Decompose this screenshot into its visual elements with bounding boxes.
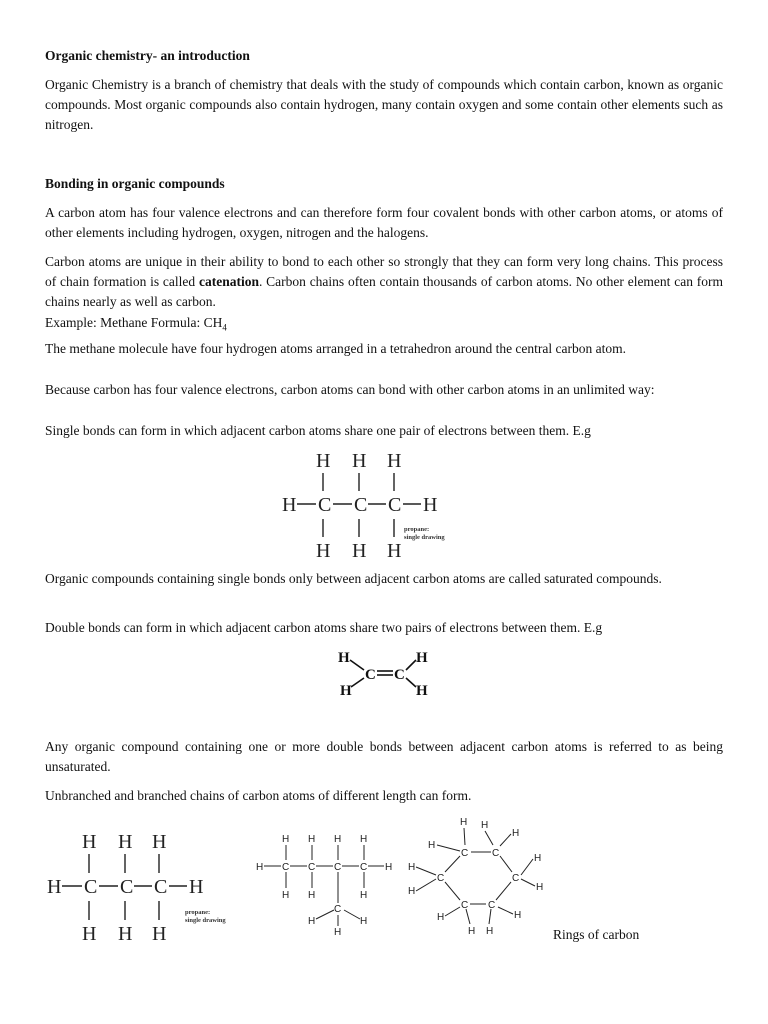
atom-h: H bbox=[385, 862, 393, 873]
atom-h: H bbox=[308, 916, 316, 927]
atom-c: C bbox=[488, 900, 496, 911]
para-bonding-1: A carbon atom has four valence electrons and can therefore form four covalent bonds with other carbon atoms, or atoms of other elements including hydrogen, oxygen, nitrogen and the halogens. bbox=[45, 205, 723, 240]
ethene-structure bbox=[334, 645, 434, 701]
atom-h: H bbox=[189, 876, 204, 898]
atom-h: H bbox=[423, 494, 438, 516]
atom-h: H bbox=[360, 834, 368, 845]
atom-c: C bbox=[282, 862, 290, 873]
atom-c: C bbox=[354, 494, 368, 516]
atom-c: C bbox=[318, 494, 332, 516]
atom-h: H bbox=[416, 650, 428, 666]
atom-c: C bbox=[461, 848, 469, 859]
atom-h: H bbox=[460, 817, 468, 828]
example-methane-subscript: 4 bbox=[222, 322, 227, 333]
atom-c: C bbox=[154, 876, 168, 898]
atom-h: H bbox=[256, 862, 264, 873]
branched-chain-structure bbox=[252, 828, 398, 940]
example-methane-text: Example: Methane Formula: CH bbox=[45, 315, 223, 330]
atom-h: H bbox=[416, 683, 428, 699]
para-valence: Because carbon has four valence electrons, carbon atoms can bond with other carbon atoms in an unlimited way: bbox=[45, 382, 655, 397]
atom-c: C bbox=[120, 876, 134, 898]
atom-h: H bbox=[282, 834, 290, 845]
atom-h: H bbox=[408, 862, 416, 873]
atom-h: H bbox=[282, 890, 290, 901]
atom-h: H bbox=[308, 890, 316, 901]
atom-h: H bbox=[338, 650, 350, 666]
term-catenation: catenation bbox=[198, 274, 259, 289]
atom-h: H bbox=[387, 450, 402, 472]
atom-c: C bbox=[84, 876, 98, 898]
para-double-bonds: Double bonds can form in which adjacent carbon atoms share two pairs of electrons between them. E.g bbox=[45, 620, 603, 635]
atom-c: C bbox=[365, 667, 376, 683]
atom-h: H bbox=[47, 876, 62, 898]
atom-h: H bbox=[352, 540, 367, 562]
atom-h: H bbox=[486, 926, 494, 937]
atom-h: H bbox=[468, 926, 476, 937]
para-catenation bbox=[45, 252, 723, 312]
heading-intro: Organic chemistry- an introduction bbox=[45, 48, 250, 63]
propane-label-line1: propane: bbox=[185, 909, 211, 916]
atom-h: H bbox=[408, 886, 416, 897]
atom-c: C bbox=[461, 900, 469, 911]
atom-c: C bbox=[437, 873, 445, 884]
para-chains: Unbranched and branched chains of carbon atoms of different length can form. bbox=[45, 788, 472, 803]
propane-label-line2: single drawing bbox=[185, 917, 226, 924]
atom-c: C bbox=[512, 873, 520, 884]
para-unsaturated: Any organic compound containing one or more double bonds between adjacent carbon atoms is referred to as being unsaturated. bbox=[45, 739, 723, 774]
atom-h: H bbox=[118, 923, 133, 945]
atom-h: H bbox=[387, 540, 402, 562]
atom-h: H bbox=[481, 820, 489, 831]
para-single-bonds: Single bonds can form in which adjacent carbon atoms share one pair of electrons between them. E.g bbox=[45, 423, 591, 438]
atom-h: H bbox=[534, 853, 542, 864]
para-catenation-a: Carbon atoms are unique in their ability to bond to each other so strongly that they can form very long chains. This process of chain formation is called bbox=[45, 254, 723, 289]
example-methane bbox=[45, 313, 723, 338]
atom-h: H bbox=[428, 840, 436, 851]
atom-h: H bbox=[334, 927, 342, 938]
atom-h: H bbox=[352, 450, 367, 472]
para-catenation-b: . Carbon chains often contain thousands of carbon atoms. No other element can form chains nearly as well as carbon. bbox=[45, 274, 724, 309]
propane-structure-1 bbox=[280, 445, 480, 563]
atom-c: C bbox=[492, 848, 500, 859]
atom-c: C bbox=[394, 667, 405, 683]
atom-h: H bbox=[82, 923, 97, 945]
atom-h: H bbox=[152, 923, 167, 945]
atom-h: H bbox=[308, 834, 316, 845]
atom-h: H bbox=[512, 828, 520, 839]
atom-h: H bbox=[316, 450, 331, 472]
para-methane: The methane molecule have four hydrogen atoms arranged in a tetrahedron around the central carbon atom. bbox=[45, 341, 627, 356]
para-intro: Organic Chemistry is a branch of chemistry that deals with the study of compounds which contain carbon, known as organic compounds. Most organic compounds also contain hydrogen, many contain oxygen and some contain other elements such as nitrogen. bbox=[45, 77, 723, 132]
propane-label-line1: propane: bbox=[404, 526, 430, 533]
atom-h: H bbox=[334, 834, 342, 845]
atom-h: H bbox=[316, 540, 331, 562]
caption-rings: Rings of carbon bbox=[553, 927, 640, 942]
atom-c: C bbox=[388, 494, 402, 516]
atom-h: H bbox=[360, 916, 368, 927]
atom-h: H bbox=[118, 831, 133, 853]
atom-h: H bbox=[536, 882, 544, 893]
atom-h: H bbox=[437, 912, 445, 923]
atom-h: H bbox=[282, 494, 297, 516]
atom-h: H bbox=[514, 910, 522, 921]
propane-structure-2 bbox=[45, 826, 255, 946]
atom-h: H bbox=[152, 831, 167, 853]
heading-bonding: Bonding in organic compounds bbox=[45, 176, 225, 191]
atom-c: C bbox=[308, 862, 316, 873]
atom-c: C bbox=[334, 904, 342, 915]
atom-h: H bbox=[82, 831, 97, 853]
atom-h: H bbox=[360, 890, 368, 901]
atom-h: H bbox=[340, 683, 352, 699]
atom-c: C bbox=[334, 862, 342, 873]
propane-label-line2: single drawing bbox=[404, 534, 445, 541]
cyclohexane-ring-structure bbox=[404, 814, 554, 940]
atom-c: C bbox=[360, 862, 368, 873]
para-saturated: Organic compounds containing single bonds only between adjacent carbon atoms are called saturated compounds. bbox=[45, 571, 662, 586]
